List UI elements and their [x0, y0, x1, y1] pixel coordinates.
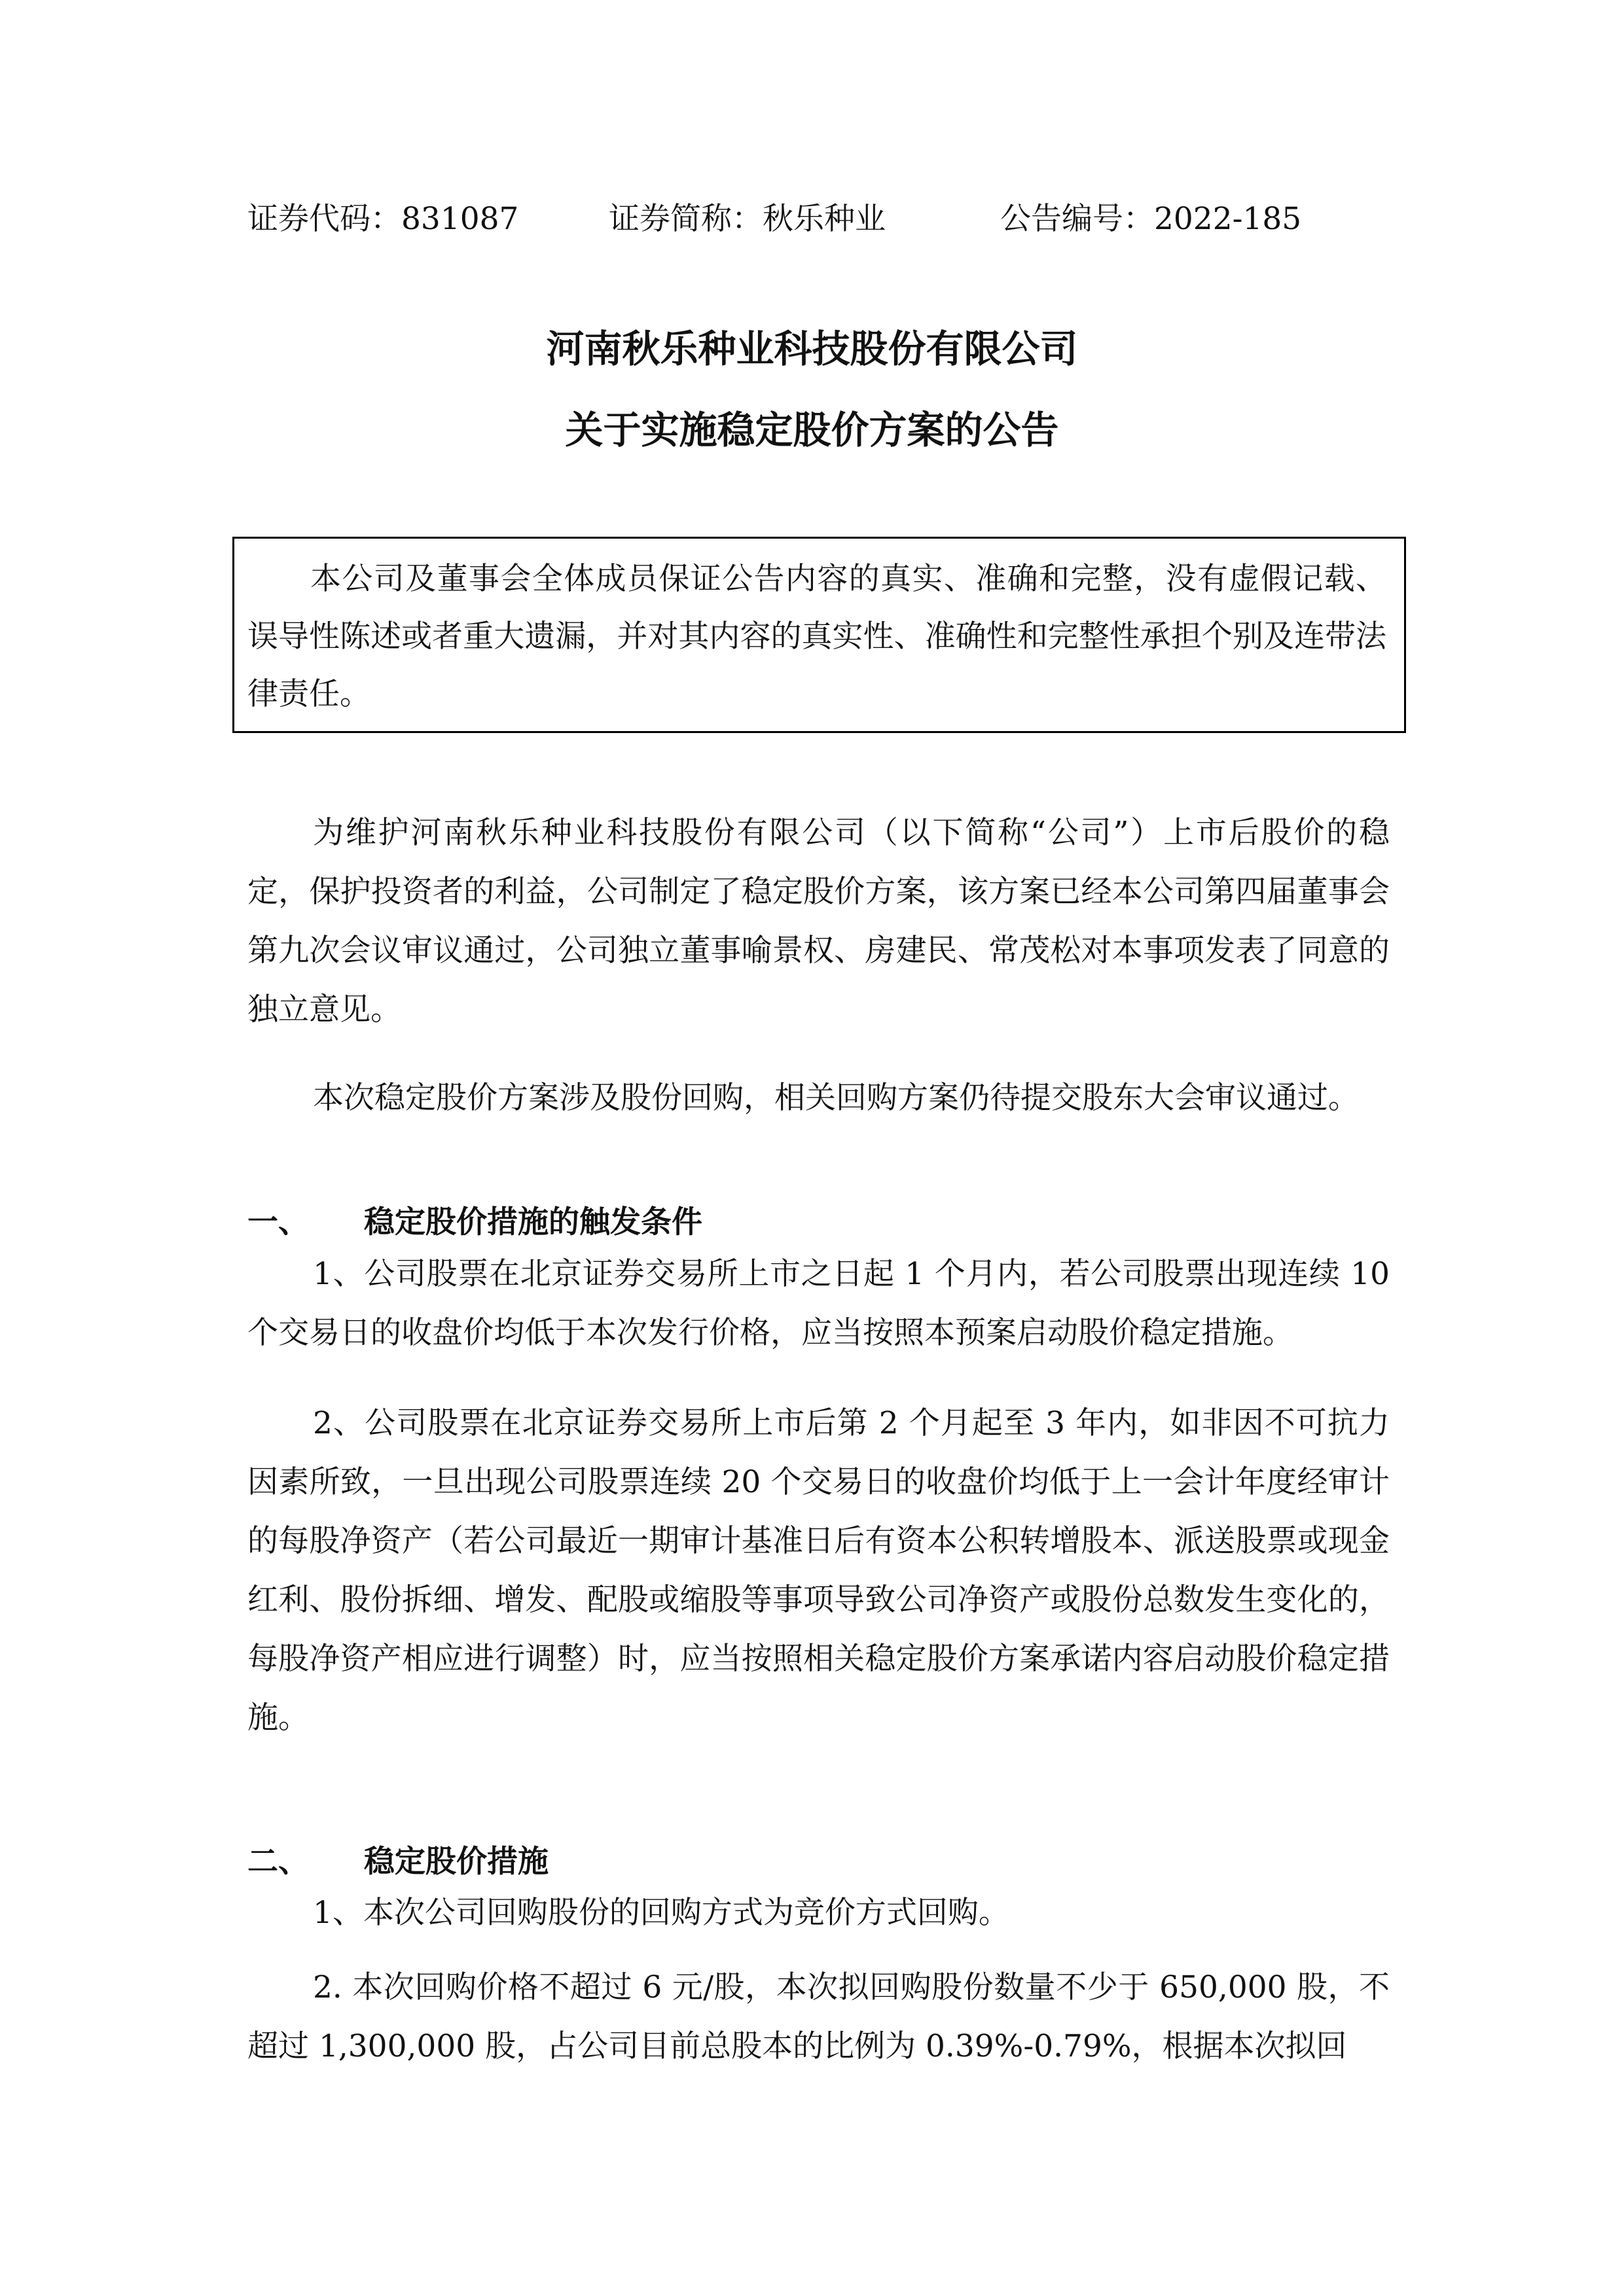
intro-paragraph: 为维护河南秋乐种业科技股份有限公司（以下简称“公司”）上市后股价的稳定，保护投资者的利益，公司制定了稳定股价方案，该方案已经本公司第四届董事会第九次会议审议通过，公司独立董事喻景权、房建民、常茂松对本事项发表了同意的独立意见。 — [247, 815, 1390, 1028]
securities-abbreviation: 证券简称：秋乐种业 — [609, 201, 886, 237]
intro-paragraph-repurchase: 本次稳定股价方案涉及股份回购，相关回购方案仍待提交股东大会审议通过。 — [313, 1080, 1359, 1116]
company-name-title: 河南秋乐种业科技股份有限公司 — [546, 327, 1078, 371]
section2-item-1: 1、本次公司回购股份的回购方式为竞价方式回购。 — [313, 1895, 1009, 1931]
section-title: 稳定股价措施 — [364, 1844, 549, 1880]
section-title: 稳定股价措施的触发条件 — [364, 1204, 702, 1240]
section1-item-2: 2、公司股票在北京证券交易所上市后第 2 个月起至 3 年内，如非因不可抗力因素所致，一旦出现公司股票连续 20 个交易日的收盘价均低于上一会计年度经审计的每股净资产（若公司最近一期审计基准日后有资本公积转增股本、派送股票或现金红利、股份拆细、增发、配股或缩股等事项导致公司净资产或股份总数发生变化的，每股净资产相应进行调整）时，应当按照相关稳定股价方案承诺内容启动股价稳定措施。 — [247, 1405, 1390, 1736]
board-statement-text: 本公司及董事会全体成员保证公告内容的真实、准确和完整，没有虚假记载、误导性陈述或者重大遗漏，并对其内容的真实性、准确性和完整性承担个别及连带法律责任。 — [247, 561, 1386, 712]
section2-item-2: 2. 本次回购价格不超过 6 元/股，本次拟回购股份数量不少于 650,000 股，不超过 1,300,000 股，占公司目前总股本的比例为 0.39%-0.79%，根据本次拟回 — [247, 1969, 1390, 2064]
announcement-header — [247, 200, 1426, 239]
section-heading-trigger-conditions — [247, 1203, 902, 1242]
section1-item-1: 1、公司股票在北京证券交易所上市之日起 1 个月内，若公司股票出现连续 10 个交易日的收盘价均低于本次发行价格，应当按照本预案启动股价稳定措施。 — [247, 1256, 1390, 1351]
section-number: 一、 — [247, 1204, 309, 1240]
announcement-title: 关于实施稳定股价方案的公告 — [565, 408, 1059, 452]
announcement-number: 公告编号：2022-185 — [1000, 201, 1302, 237]
securities-code: 证券代码：831087 — [247, 201, 519, 237]
board-statement-box — [232, 537, 1406, 733]
section-number: 二、 — [247, 1844, 309, 1880]
section-heading-measures — [247, 1842, 902, 1882]
